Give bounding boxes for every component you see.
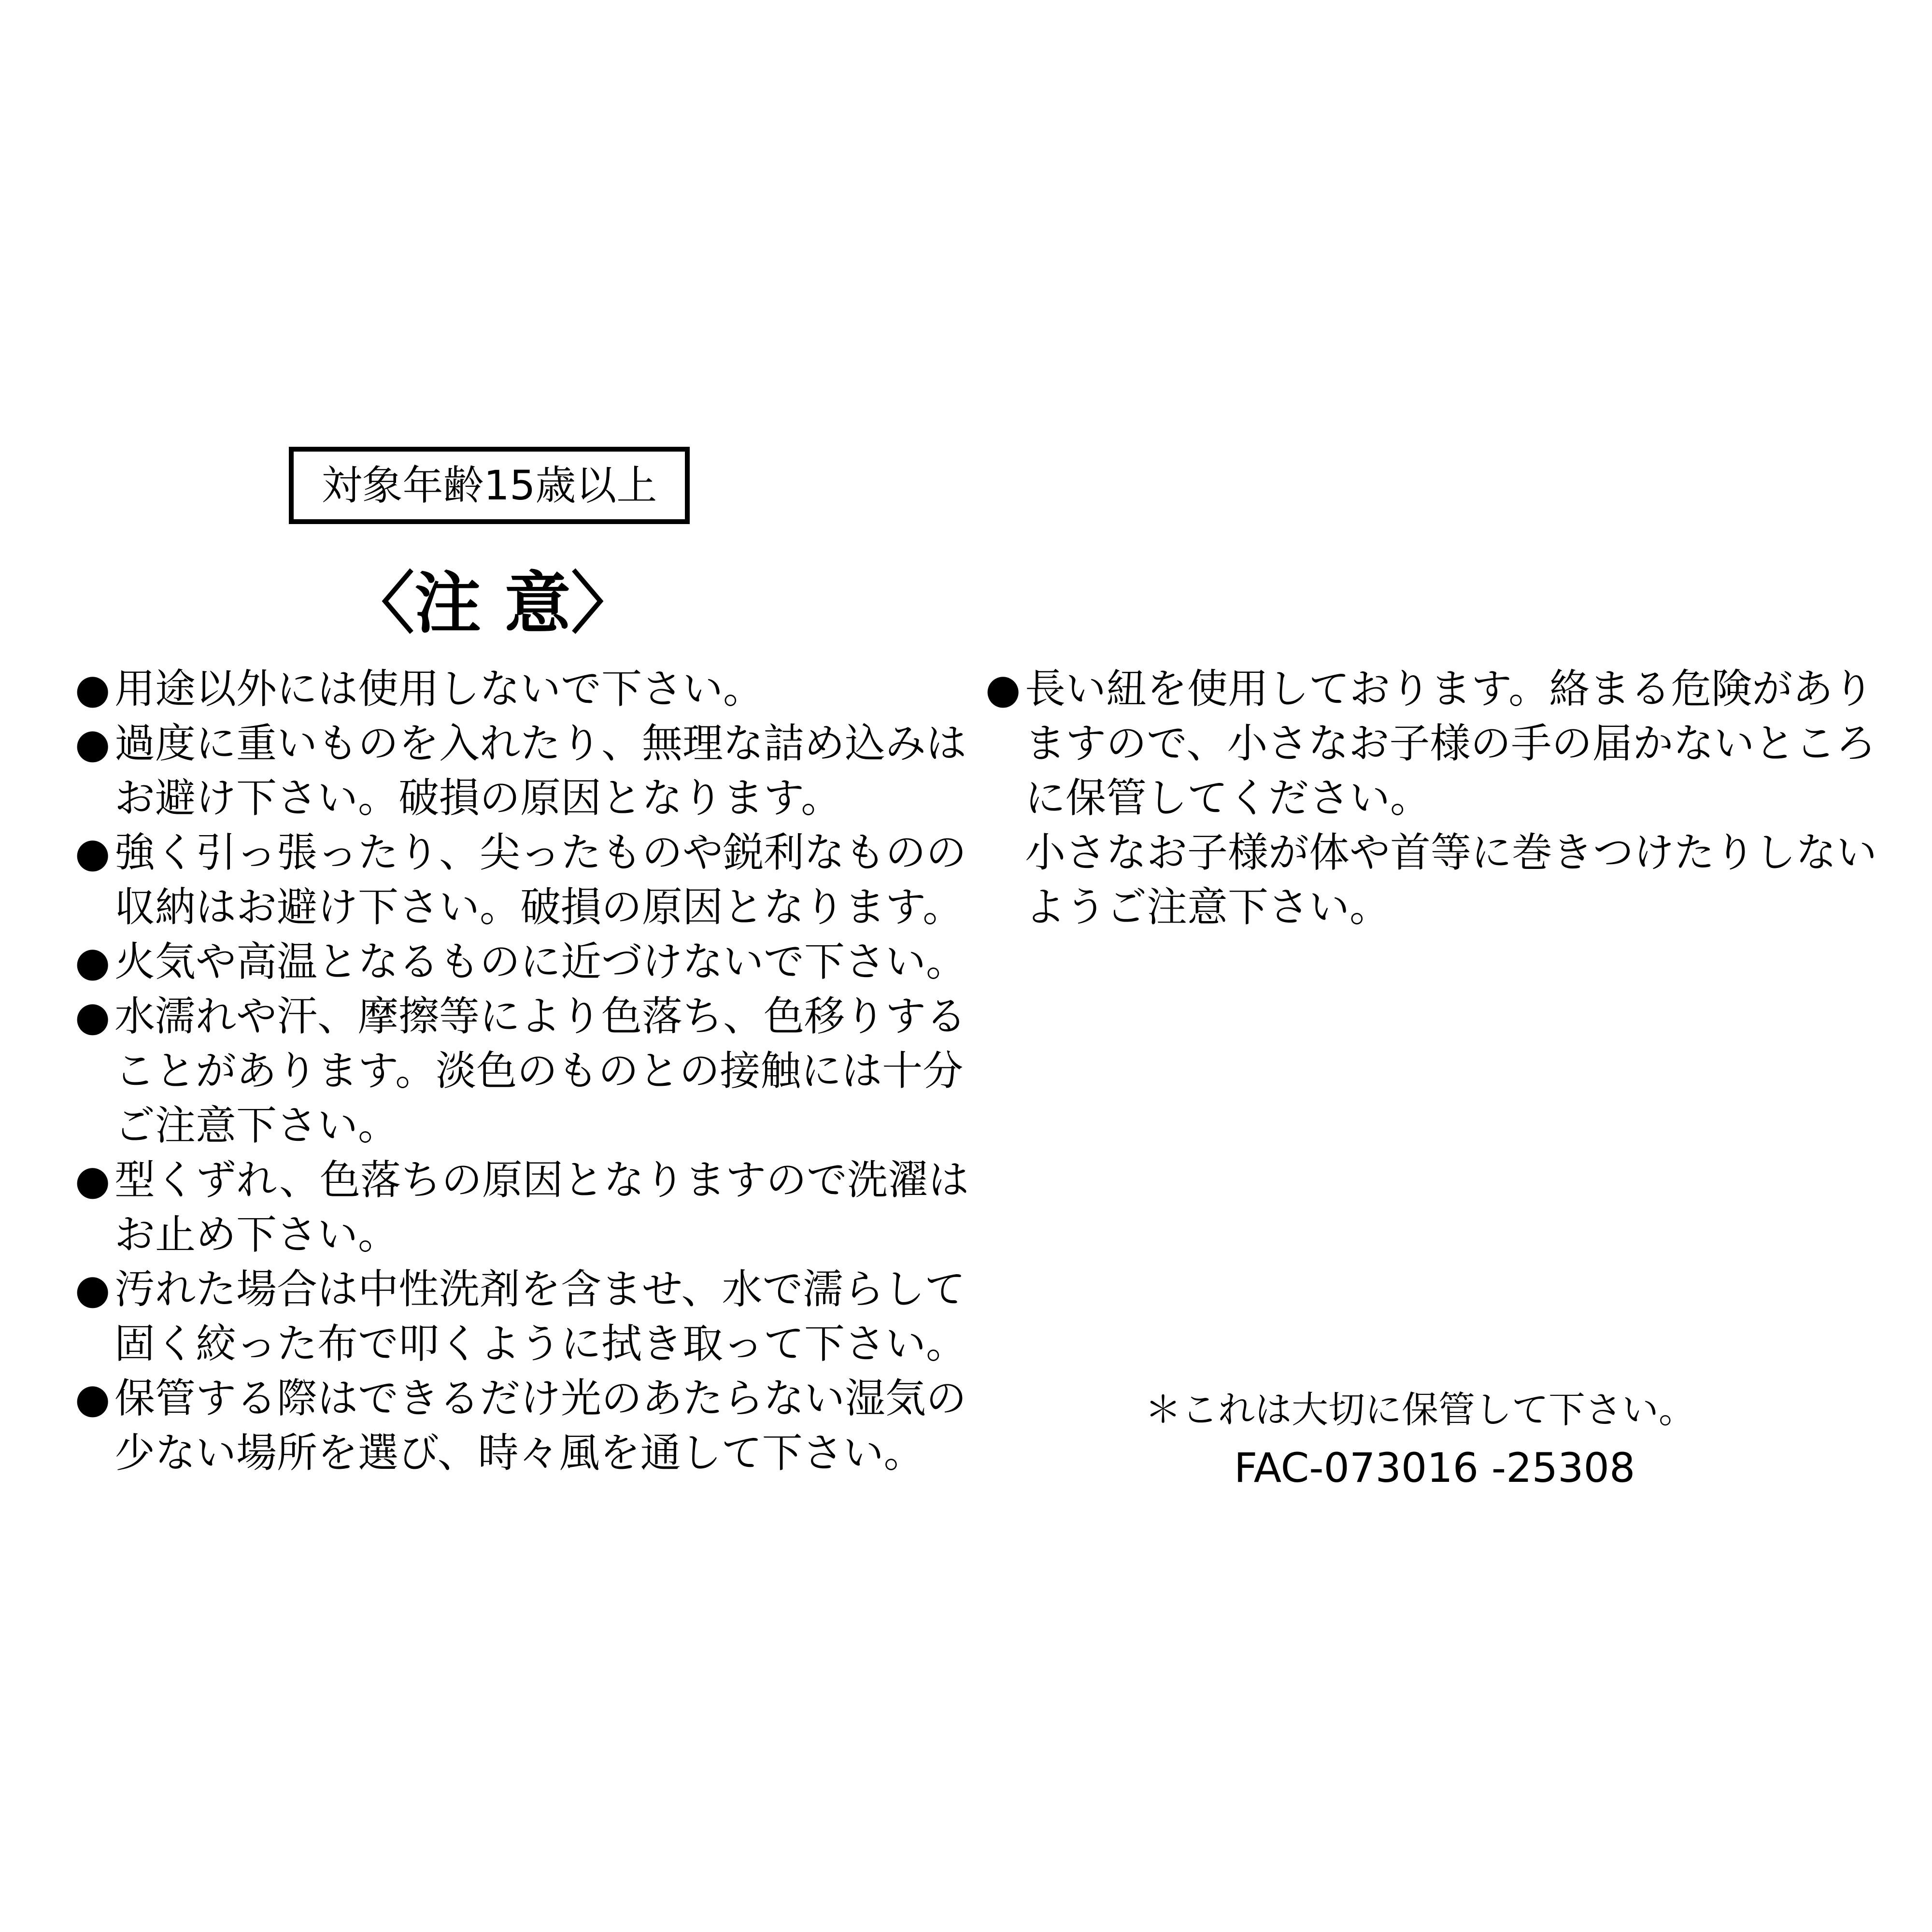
caution-line: 汚れた場合は中性洗剤を含ませ、水で濡らして (114, 1265, 966, 1313)
caution-item (75, 989, 973, 1153)
caution-line: 型くずれ、色落ちの原因となりますので洗濯は (114, 1156, 969, 1204)
storage-note: ＊これは大切に保管して下さい。 (1145, 1388, 1695, 1431)
caution-line: 小さなお子様が体や首等に巻きつけたりしない (1025, 829, 1877, 876)
caution-item (75, 662, 973, 716)
caution-line: 固く絞った布で叩くように拭き取って下さい。 (114, 1320, 967, 1367)
bullet-icon: ● (985, 665, 1021, 712)
caution-line: 強く引っ張ったり、尖ったものや鋭利なものの (114, 829, 967, 876)
caution-item (75, 1262, 973, 1371)
bullet-icon: ● (75, 938, 111, 985)
bullet-icon: ● (75, 720, 111, 767)
bullet-icon: ● (75, 1375, 111, 1422)
bullet-icon: ● (75, 829, 111, 876)
caution-list-left (75, 662, 973, 1480)
caution-line: ようご注意下さい。 (1025, 883, 1391, 931)
caution-line: に保管してください。 (1025, 774, 1431, 822)
caution-line: お止め下さい。 (114, 1211, 399, 1258)
caution-line: 長い紐を使用しております。絡まる危険があり (1025, 665, 1874, 712)
caution-item (75, 716, 973, 825)
bullet-icon: ● (75, 1265, 111, 1313)
caution-line: 少ない場所を選び、時々風を通して下さい。 (114, 1429, 924, 1477)
caution-line: お避け下さい。破損の原因となります。 (114, 774, 842, 822)
caution-line: ご注意下さい。 (114, 1102, 399, 1149)
caution-line: ますので、小さなお子様の手の届かないところ (1025, 720, 1876, 767)
bullet-icon: ● (75, 1156, 111, 1204)
caution-line: 過度に重いものを入れたり、無理な詰め込みは (114, 720, 967, 767)
caution-item (75, 1153, 973, 1262)
caution-item (75, 1371, 973, 1480)
caution-line: 収納はお避け下さい。破損の原因となります。 (114, 883, 964, 931)
caution-line: 火気や高温となるものに近づけないで下さい。 (114, 938, 967, 985)
caution-item (985, 662, 1898, 935)
caution-line: 保管する際はできるだけ光のあたらない湿気の (114, 1375, 967, 1422)
caution-line: ことがあります。淡色のものとの接触には十分 (114, 1047, 964, 1094)
product-code: FAC-073016 -25308 (1234, 1444, 1635, 1492)
caution-list-right (985, 662, 1898, 935)
age-badge: 対象年齢15歳以上 (289, 447, 690, 524)
caution-line: 用途以外には使用しないで下さい。 (114, 665, 764, 712)
caution-line: 水濡れや汗、摩擦等により色落ち、色移りする (114, 993, 967, 1040)
bullet-icon: ● (75, 993, 111, 1040)
caution-item (75, 825, 973, 935)
caution-item (75, 935, 973, 989)
bullet-icon: ● (75, 665, 111, 712)
caution-heading: 〈注 意〉 (348, 565, 638, 642)
